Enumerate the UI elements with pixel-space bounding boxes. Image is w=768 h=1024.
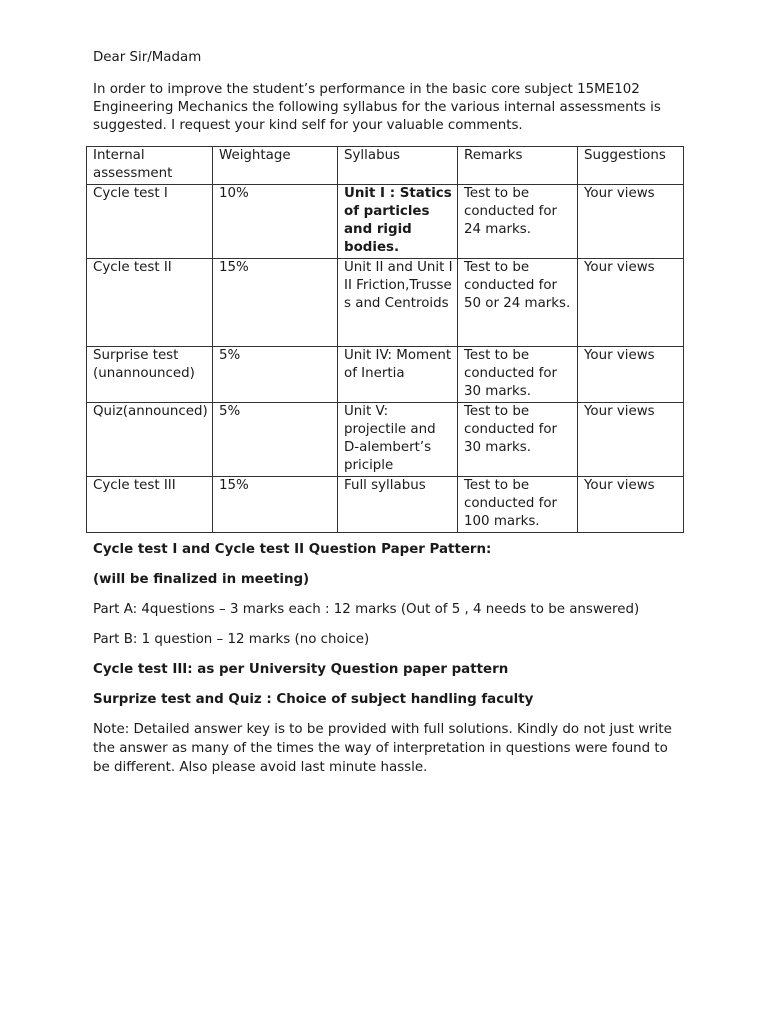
cell-weightage: 5% [213,347,338,403]
cell-remarks: Test to be conducted for 50 or 24 marks. [458,259,578,347]
cell-remarks: Test to be conducted for 30 marks. [458,347,578,403]
cell-syllabus: Unit I : Statics of particles and rigid bodies. [338,185,458,259]
cell-assessment: Cycle test II [87,259,213,347]
cell-suggestions: Your views [578,477,684,533]
cell-weightage: 10% [213,185,338,259]
cell-suggestions: Your views [578,259,684,347]
greeting: Dear Sir/Madam [93,50,202,65]
question-pattern-section [93,540,683,777]
intro-paragraph: In order to improve the student’s performance in the basic core subject 15ME102 Engineering Mechanics the following syllabus for the various internal assessments is suggested. I request your kind self for your valuable comments. [93,82,661,133]
letter-header [93,48,693,144]
table-row [87,403,684,477]
cell-assessment: Cycle test III [87,477,213,533]
cell-weightage: 5% [213,403,338,477]
table-row [87,477,684,533]
pattern-heading: Cycle test I and Cycle test II Question Paper Pattern: [93,542,492,557]
syllabus-table [86,146,684,533]
cell-suggestions: Your views [578,347,684,403]
header-assessment: Internal assessment [87,147,213,185]
cell-syllabus: Full syllabus [338,477,458,533]
cell-assessment: Surprise test (unannounced) [87,347,213,403]
cell-syllabus: Unit II and Unit III Friction,Trusses and Centroids [338,259,458,347]
cell-assessment: Quiz(announced) [87,403,213,477]
cell-assessment: Cycle test I [87,185,213,259]
cell-weightage: 15% [213,477,338,533]
table-row [87,259,684,347]
header-syllabus: Syllabus [338,147,458,185]
cell-syllabus: Unit IV: Moment of Inertia [338,347,458,403]
pattern-subheading: (will be finalized in meeting) [93,572,310,587]
header-remarks: Remarks [458,147,578,185]
cell-remarks: Test to be conducted for 24 marks. [458,185,578,259]
cell-remarks: Test to be conducted for 30 marks. [458,403,578,477]
cell-remarks: Test to be conducted for 100 marks. [458,477,578,533]
cycle-test-3-text: Cycle test III: as per University Question paper pattern [93,662,509,677]
surprise-test-text: Surprize test and Quiz : Choice of subject handling faculty [93,692,534,707]
table-row [87,185,684,259]
part-b-text: Part B: 1 question – 12 marks (no choice) [93,632,370,647]
note-paragraph: Note: Detailed answer key is to be provided with full solutions. Kindly do not just write the answer as many of the times the way of interpretation in questions were found to be different. Also please avoid last minute hassle. [93,722,672,775]
header-suggestions: Suggestions [578,147,684,185]
cell-syllabus: Unit V: projectile and D-alembert’s priciple [338,403,458,477]
part-a-text: Part A: 4questions – 3 marks each : 12 marks (Out of 5 , 4 needs to be answered) [93,602,640,617]
header-weightage: Weightage [213,147,338,185]
cell-suggestions: Your views [578,403,684,477]
cell-suggestions: Your views [578,185,684,259]
table-row [87,347,684,403]
cell-weightage: 15% [213,259,338,347]
table-header-row [87,147,684,185]
